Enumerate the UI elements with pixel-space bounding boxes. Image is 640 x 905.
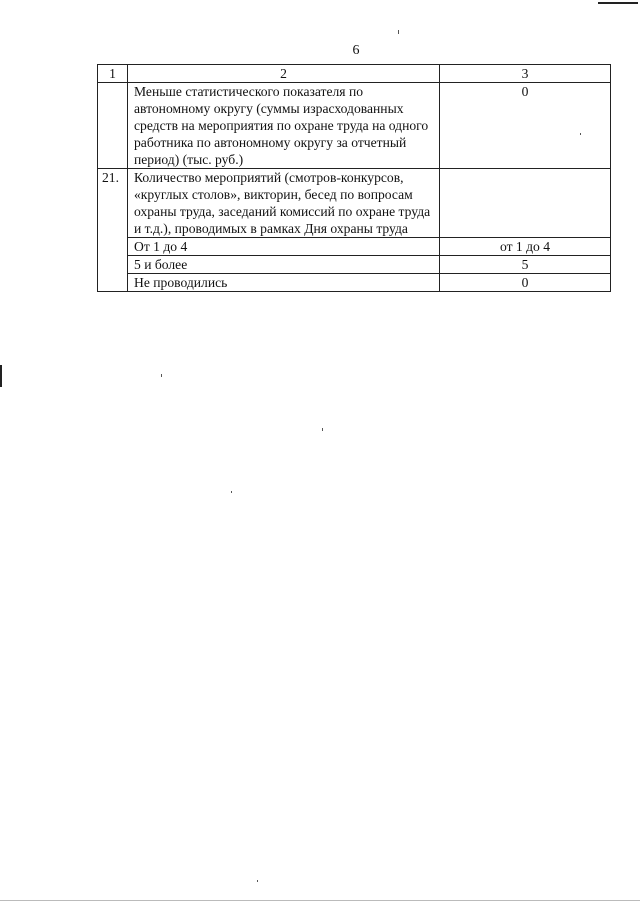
row-number: 21. [98,169,128,238]
row-number [98,274,128,292]
row-value [440,169,611,238]
scan-speck [398,30,399,34]
row-number [98,83,128,169]
scan-edge-mark [598,2,638,4]
row-description: Не проводились [128,274,440,292]
header-col-3: 3 [440,65,611,83]
row-number [98,256,128,274]
page-number: 6 [352,43,360,58]
table-header-row [98,65,611,83]
scan-edge-mark [0,365,2,387]
header-col-1: 1 [98,65,128,83]
header-col-2: 2 [128,65,440,83]
scan-speck [257,880,258,882]
row-number [98,238,128,256]
table-row [98,256,611,274]
table-row [98,238,611,256]
row-value: от 1 до 4 [440,238,611,256]
table-row [98,83,611,169]
row-description: Меньше статистического показателя по автономному округу (суммы израсходованных средств на мероприятия по охране труда на одного работника по автономному округу за отчетный период) (тыс. руб.) [128,83,440,169]
row-value: 5 [440,256,611,274]
indicator-table [97,64,611,292]
scan-speck [322,428,323,431]
table-row [98,274,611,292]
row-description: Количество мероприятий (смотров-конкурсов, «круглых столов», викторин, бесед по вопросам охраны труда, заседаний комиссий по охране труда и т.д.), проводимых в рамках Дня охраны труда [128,169,440,238]
scan-edge-mark [0,900,640,901]
scan-speck [580,133,581,135]
row-value: 0 [440,83,611,169]
row-description: От 1 до 4 [128,238,440,256]
row-description: 5 и более [128,256,440,274]
row-value: 0 [440,274,611,292]
scan-speck [161,374,162,377]
scan-speck [231,491,232,493]
table-row [98,169,611,238]
